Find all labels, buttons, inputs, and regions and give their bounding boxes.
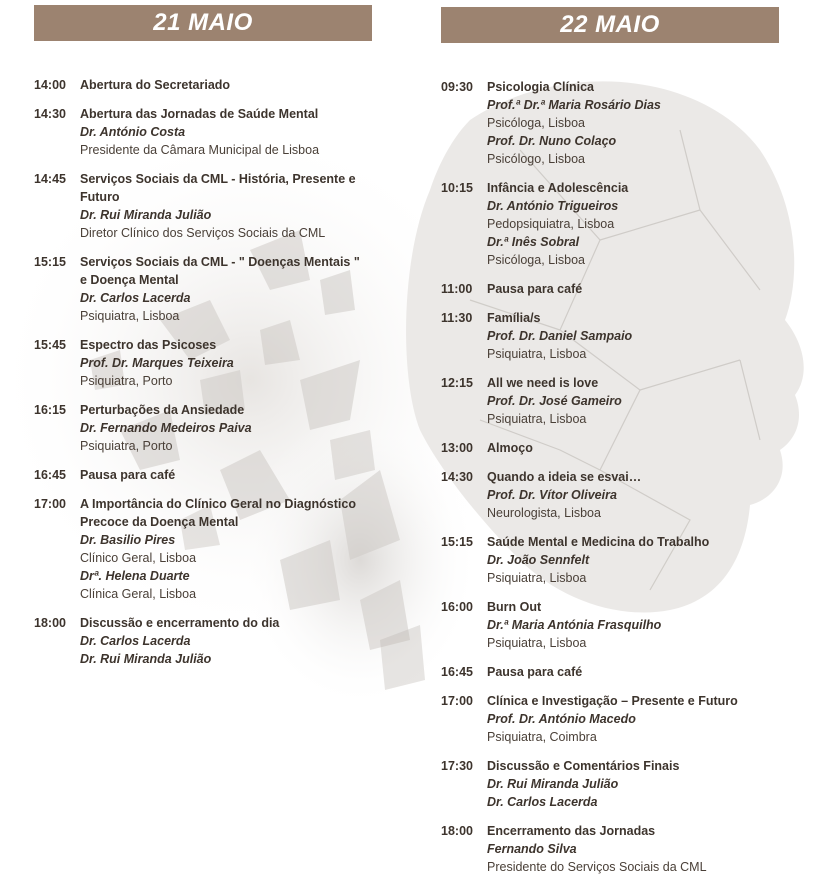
speaker-role: Pedopsiquiatra, Lisboa	[487, 217, 615, 231]
speaker-role: Psiquiatra, Coimbra	[487, 730, 597, 744]
speaker-role: Psicólogo, Lisboa	[487, 152, 585, 166]
session-title: Quando a ideia se esvai…	[487, 470, 642, 484]
schedule-session	[441, 78, 811, 168]
day1-header: 21 MAIO	[34, 5, 372, 41]
day1-schedule	[34, 76, 414, 679]
session-time: 14:00	[34, 78, 66, 92]
speaker-role: Psicóloga, Lisboa	[487, 253, 585, 267]
session-time: 15:15	[34, 255, 66, 269]
session-body	[80, 336, 414, 390]
schedule-session	[441, 374, 811, 428]
session-body	[487, 309, 811, 363]
session-title: Precoce da Doença Mental	[80, 515, 239, 529]
session-time: 13:00	[441, 441, 473, 455]
schedule-session	[441, 598, 811, 652]
schedule-session	[34, 466, 414, 484]
schedule-session	[441, 663, 811, 681]
speaker-role: Psiquiatra, Lisboa	[80, 309, 180, 323]
schedule-session	[34, 401, 414, 455]
session-body	[487, 757, 811, 811]
session-title: Burn Out	[487, 600, 542, 614]
session-title: Almoço	[487, 441, 533, 455]
session-title: e Doença Mental	[80, 273, 179, 287]
session-body	[80, 466, 414, 484]
session-body	[487, 280, 811, 298]
session-body	[80, 614, 414, 668]
session-title: All we need is love	[487, 376, 599, 390]
session-body	[80, 105, 414, 159]
speaker-role: Psiquiatra, Lisboa	[487, 571, 587, 585]
session-time: 18:00	[34, 616, 66, 630]
speaker-role: Psiquiatra, Lisboa	[487, 636, 587, 650]
speaker-name: Prof. Dr. Nuno Colaço	[487, 134, 617, 148]
day2-schedule	[441, 78, 811, 887]
session-body	[487, 822, 811, 876]
speaker-name: Dr. António Trigueiros	[487, 199, 619, 213]
session-title: Encerramento das Jornadas	[487, 824, 656, 838]
session-title: A Importância do Clínico Geral no Diagnóstico	[80, 497, 356, 511]
speaker-role: Presidente do Serviços Sociais da CML	[487, 860, 707, 874]
session-time: 15:15	[441, 535, 473, 549]
session-time: 09:30	[441, 80, 473, 94]
session-time: 15:45	[34, 338, 66, 352]
schedule-session	[34, 336, 414, 390]
schedule-session	[441, 309, 811, 363]
speaker-name: Dr. Rui Miranda Julião	[80, 652, 212, 666]
speaker-name: Dr. Carlos Lacerda	[80, 291, 191, 305]
schedule-session	[441, 692, 811, 746]
speaker-name: Dr. Carlos Lacerda	[487, 795, 598, 809]
schedule-session	[34, 76, 414, 94]
session-title: Futuro	[80, 190, 120, 204]
session-time: 17:00	[34, 497, 66, 511]
session-body	[80, 170, 414, 242]
day2-header: 22 MAIO	[441, 7, 779, 43]
session-title: Clínica e Investigação – Presente e Futuro	[487, 694, 738, 708]
speaker-role: Clínica Geral, Lisboa	[80, 587, 197, 601]
session-time: 17:30	[441, 759, 473, 773]
session-body	[487, 598, 811, 652]
speaker-name: Dr. Fernando Medeiros Paiva	[80, 421, 252, 435]
speaker-role: Psiquiatra, Porto	[80, 439, 173, 453]
session-title: Pausa para café	[487, 282, 583, 296]
session-time: 10:15	[441, 181, 473, 195]
speaker-name: Fernando Silva	[487, 842, 577, 856]
speaker-name: Dr.ª Inês Sobral	[487, 235, 580, 249]
speaker-name: Prof. Dr. Vítor Oliveira	[487, 488, 617, 502]
session-time: 14:30	[34, 107, 66, 121]
speaker-role: Presidente da Câmara Municipal de Lisboa	[80, 143, 320, 157]
session-body	[487, 78, 811, 168]
session-time: 14:45	[34, 172, 66, 186]
speaker-name: Dr. Carlos Lacerda	[80, 634, 191, 648]
speaker-name: Prof.ª Dr.ª Maria Rosário Dias	[487, 98, 661, 112]
session-body	[80, 495, 414, 603]
session-body	[487, 439, 811, 457]
session-body	[487, 374, 811, 428]
session-time: 16:45	[34, 468, 66, 482]
schedule-session	[441, 822, 811, 876]
speaker-name: Prof. Dr. António Macedo	[487, 712, 636, 726]
speaker-name: Dr. António Costa	[80, 125, 186, 139]
session-body	[487, 663, 811, 681]
speaker-name: Dr. Rui Miranda Julião	[487, 777, 619, 791]
session-title: Pausa para café	[487, 665, 583, 679]
speaker-role: Psiquiatra, Lisboa	[487, 412, 587, 426]
speaker-role: Psicóloga, Lisboa	[487, 116, 585, 130]
speaker-role: Clínico Geral, Lisboa	[80, 551, 197, 565]
session-title: Abertura do Secretariado	[80, 78, 231, 92]
session-title: Serviços Sociais da CML - " Doenças Mentais "	[80, 255, 360, 269]
schedule-session	[34, 170, 414, 242]
speaker-role: Diretor Clínico dos Serviços Sociais da CML	[80, 226, 326, 240]
schedule-session	[441, 757, 811, 811]
schedule-session	[34, 105, 414, 159]
schedule-session	[441, 468, 811, 522]
session-time: 17:00	[441, 694, 473, 708]
session-title: Perturbações da Ansiedade	[80, 403, 245, 417]
speaker-name: Dr. Rui Miranda Julião	[80, 208, 212, 222]
session-body	[80, 401, 414, 455]
session-body	[80, 253, 414, 325]
schedule-session	[441, 179, 811, 269]
speaker-role: Psiquiatra, Porto	[80, 374, 173, 388]
session-body	[487, 468, 811, 522]
session-time: 18:00	[441, 824, 473, 838]
session-time: 16:45	[441, 665, 473, 679]
session-time: 16:15	[34, 403, 66, 417]
schedule-session	[441, 280, 811, 298]
speaker-name: Dr. João Sennfelt	[487, 553, 590, 567]
session-body	[487, 533, 811, 587]
schedule-session	[34, 495, 414, 603]
session-time: 11:30	[441, 311, 473, 325]
speaker-name: Prof. Dr. Daniel Sampaio	[487, 329, 633, 343]
session-body	[80, 76, 414, 94]
schedule-session	[34, 253, 414, 325]
speaker-role: Neurologista, Lisboa	[487, 506, 601, 520]
session-title: Infância e Adolescência	[487, 181, 629, 195]
session-title: Discussão e encerramento do dia	[80, 616, 280, 630]
session-time: 12:15	[441, 376, 473, 390]
session-title: Família/s	[487, 311, 541, 325]
schedule-session	[34, 614, 414, 668]
session-title: Pausa para café	[80, 468, 176, 482]
session-title: Discussão e Comentários Finais	[487, 759, 680, 773]
speaker-role: Psiquiatra, Lisboa	[487, 347, 587, 361]
session-time: 11:00	[441, 282, 473, 296]
session-title: Abertura das Jornadas de Saúde Mental	[80, 107, 319, 121]
session-body	[487, 692, 811, 746]
session-time: 16:00	[441, 600, 473, 614]
session-title: Saúde Mental e Medicina do Trabalho	[487, 535, 710, 549]
speaker-name: Prof. Dr. José Gameiro	[487, 394, 622, 408]
speaker-name: Prof. Dr. Marques Teixeira	[80, 356, 234, 370]
speaker-name: Drª. Helena Duarte	[80, 569, 190, 583]
session-time: 14:30	[441, 470, 473, 484]
schedule-session	[441, 533, 811, 587]
speaker-name: Dr. Basilio Pires	[80, 533, 176, 547]
schedule-session	[441, 439, 811, 457]
session-title: Espectro das Psicoses	[80, 338, 217, 352]
session-title: Serviços Sociais da CML - História, Presente e	[80, 172, 356, 186]
session-title: Psicologia Clínica	[487, 80, 594, 94]
session-body	[487, 179, 811, 269]
speaker-name: Dr.ª Maria Antónia Frasquilho	[487, 618, 662, 632]
